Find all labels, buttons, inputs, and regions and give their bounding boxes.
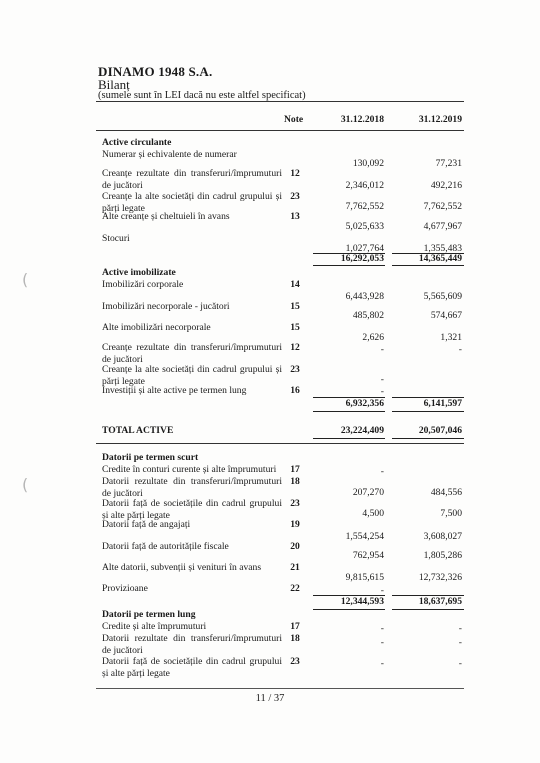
row-note: 18 bbox=[290, 476, 300, 487]
row-value-2018: - bbox=[380, 386, 384, 397]
subtotal-underline-2019 bbox=[392, 265, 464, 266]
row-label: Imobilizări necorporale - jucători bbox=[102, 301, 230, 312]
row-value-2018: - bbox=[380, 374, 384, 385]
section-long-term-liabilities: Datorii pe termen lung bbox=[102, 609, 196, 620]
total-assets-2019: 20,507,046 bbox=[418, 425, 462, 436]
punch-hole-mark-icon: ( bbox=[22, 475, 29, 494]
row-label: Provizioane bbox=[102, 583, 148, 594]
subtotal-fixed-assets-2019: 6,141,597 bbox=[423, 398, 462, 409]
row-value-2019: - bbox=[458, 658, 462, 669]
total-assets-2018: 23,224,409 bbox=[340, 425, 384, 436]
row-value-2019: 1,321 bbox=[440, 332, 462, 343]
row-value-2018: 6,443,928 bbox=[345, 291, 384, 302]
subtotal-underline-2018 bbox=[313, 609, 385, 610]
row-note: 14 bbox=[290, 279, 300, 290]
row-note: 15 bbox=[290, 301, 300, 312]
row-label: Datorii rezultate din transferuri/împrumuturi de jucători bbox=[102, 633, 282, 656]
row-value-2019: 1,805,286 bbox=[423, 550, 462, 561]
row-label: Creanțe rezultate din transferuri/împrumuturi de jucători bbox=[102, 342, 282, 365]
subtotal-short-term-liabilities-2018: 12,344,593 bbox=[340, 596, 384, 607]
row-note: 23 bbox=[290, 191, 300, 202]
document-subtitle: (sumele sunt în LEI dacă nu este altfel specificat) bbox=[98, 90, 306, 101]
punch-hole-mark-icon: ( bbox=[22, 270, 29, 289]
row-note: 23 bbox=[290, 364, 300, 375]
row-note: 23 bbox=[290, 498, 300, 509]
row-value-2019: - bbox=[458, 623, 462, 634]
row-value-2018: 207,270 bbox=[352, 487, 384, 498]
row-value-2019: 5,565,609 bbox=[423, 291, 462, 302]
row-value-2019: 492,216 bbox=[430, 180, 462, 191]
row-value-2019: 77,231 bbox=[435, 158, 462, 169]
column-header-2018: 31.12.2018 bbox=[340, 114, 384, 125]
row-value-2019: 484,556 bbox=[430, 487, 462, 498]
total-underline-2018 bbox=[313, 438, 385, 439]
row-value-2019: 7,500 bbox=[440, 508, 462, 519]
row-note: 12 bbox=[290, 168, 300, 179]
row-label: Alte datorii, subvenții și venituri în avans bbox=[102, 562, 262, 573]
section-current-assets: Active circulante bbox=[102, 137, 172, 148]
row-value-2019: - bbox=[458, 344, 462, 355]
row-value-2018: - bbox=[380, 637, 384, 648]
row-label: Datorii față de autoritățile fiscale bbox=[102, 541, 229, 552]
row-label: Credite în conturi curente și alte împrumuturi bbox=[102, 464, 277, 475]
document-title: Bilanț bbox=[98, 77, 130, 92]
row-value-2018: - bbox=[380, 344, 384, 355]
subtotal-underline-2018 bbox=[313, 411, 385, 412]
row-value-2018: - bbox=[380, 623, 384, 634]
row-value-2019: 4,677,967 bbox=[423, 221, 462, 232]
row-value-2018: 5,025,633 bbox=[345, 221, 384, 232]
subtotal-current-assets-2018: 16,292,053 bbox=[340, 253, 384, 264]
row-label: Datorii față de angajați bbox=[102, 519, 191, 530]
row-note: 18 bbox=[290, 633, 300, 644]
row-note: 16 bbox=[290, 385, 300, 396]
row-note: 22 bbox=[290, 583, 300, 594]
column-header-rule bbox=[96, 130, 464, 131]
section-fixed-assets: Active imobilizate bbox=[102, 267, 176, 278]
row-value-2018: - bbox=[380, 585, 384, 596]
row-value-2018: 2,346,012 bbox=[345, 180, 384, 191]
subtotal-underline-2019 bbox=[392, 609, 464, 610]
subtotal-current-assets-2019: 14,365,449 bbox=[418, 253, 462, 264]
column-header-note: Note bbox=[284, 114, 304, 125]
row-label: Datorii față de societățile din cadrul grupului și alte părți legate bbox=[102, 498, 282, 521]
row-value-2019: 1,355,483 bbox=[423, 243, 462, 254]
row-value-2019: 574,667 bbox=[430, 310, 462, 321]
row-label: Numerar și echivalente de numerar bbox=[102, 149, 237, 160]
row-value-2019: 12,732,326 bbox=[418, 572, 462, 583]
subtotal-short-term-liabilities-2019: 18,637,695 bbox=[418, 596, 462, 607]
footer-rule bbox=[96, 688, 464, 689]
column-header-2019: 31.12.2019 bbox=[418, 114, 462, 125]
row-label: Investiții și alte active pe termen lung bbox=[102, 385, 247, 396]
row-value-2018: - bbox=[380, 466, 384, 477]
row-note: 17 bbox=[290, 621, 300, 632]
row-value-2019: - bbox=[458, 637, 462, 648]
row-value-2018: 7,762,552 bbox=[345, 201, 384, 212]
row-note: 21 bbox=[290, 562, 300, 573]
row-value-2018: 2,626 bbox=[362, 332, 384, 343]
total-assets-rule bbox=[96, 443, 464, 444]
row-label: Credite și alte împrumuturi bbox=[102, 621, 207, 632]
row-value-2018: 485,802 bbox=[352, 310, 384, 321]
row-label: Imobilizări corporale bbox=[102, 279, 184, 290]
row-label: Creanțe la alte societăți din cadrul grupului și părți legate bbox=[102, 191, 282, 214]
row-value-2019: 3,608,027 bbox=[423, 531, 462, 542]
row-note: 23 bbox=[290, 656, 300, 667]
row-label: Datorii față de societățile din cadrul grupului și alte părți legate bbox=[102, 656, 282, 679]
row-value-2018: 4,500 bbox=[362, 508, 384, 519]
row-note: 17 bbox=[290, 464, 300, 475]
row-label: Alte imobilizări necorporale bbox=[102, 322, 211, 333]
row-label: Stocuri bbox=[102, 233, 130, 244]
row-label: Creanțe la alte societăți din cadrul grupului și părți legate bbox=[102, 364, 282, 387]
total-underline-2019 bbox=[392, 438, 464, 439]
row-value-2018: 130,092 bbox=[352, 158, 384, 169]
section-short-term-liabilities: Datorii pe termen scurt bbox=[102, 452, 199, 463]
subtotal-fixed-assets-2018: 6,932,356 bbox=[345, 398, 384, 409]
row-value-2018: - bbox=[380, 658, 384, 669]
row-note: 12 bbox=[290, 342, 300, 353]
row-note: 15 bbox=[290, 322, 300, 333]
row-note: 13 bbox=[290, 211, 300, 222]
row-label: Alte creanțe și cheltuieli în avans bbox=[102, 211, 230, 222]
row-value-2018: 1,554,254 bbox=[345, 531, 384, 542]
company-name: DINAMO 1948 S.A. bbox=[98, 64, 213, 79]
row-note: 19 bbox=[290, 519, 300, 530]
row-value-2018: 762,954 bbox=[352, 550, 384, 561]
row-label: Creanțe rezultate din transferuri/împrumuturi de jucători bbox=[102, 168, 282, 191]
row-label: Datorii rezultate din transferuri/împrumuturi de jucători bbox=[102, 476, 282, 499]
row-note: 20 bbox=[290, 541, 300, 552]
row-value-2019: 7,762,552 bbox=[423, 201, 462, 212]
subtotal-underline-2019 bbox=[392, 411, 464, 412]
page-number: 11 / 37 bbox=[255, 693, 285, 704]
subtotal-underline-2018 bbox=[313, 265, 385, 266]
header-rule bbox=[96, 101, 464, 102]
row-value-2018: 1,027,764 bbox=[345, 243, 384, 254]
row-value-2018: 9,815,615 bbox=[345, 572, 384, 583]
total-assets-label: TOTAL ACTIVE bbox=[102, 425, 174, 436]
